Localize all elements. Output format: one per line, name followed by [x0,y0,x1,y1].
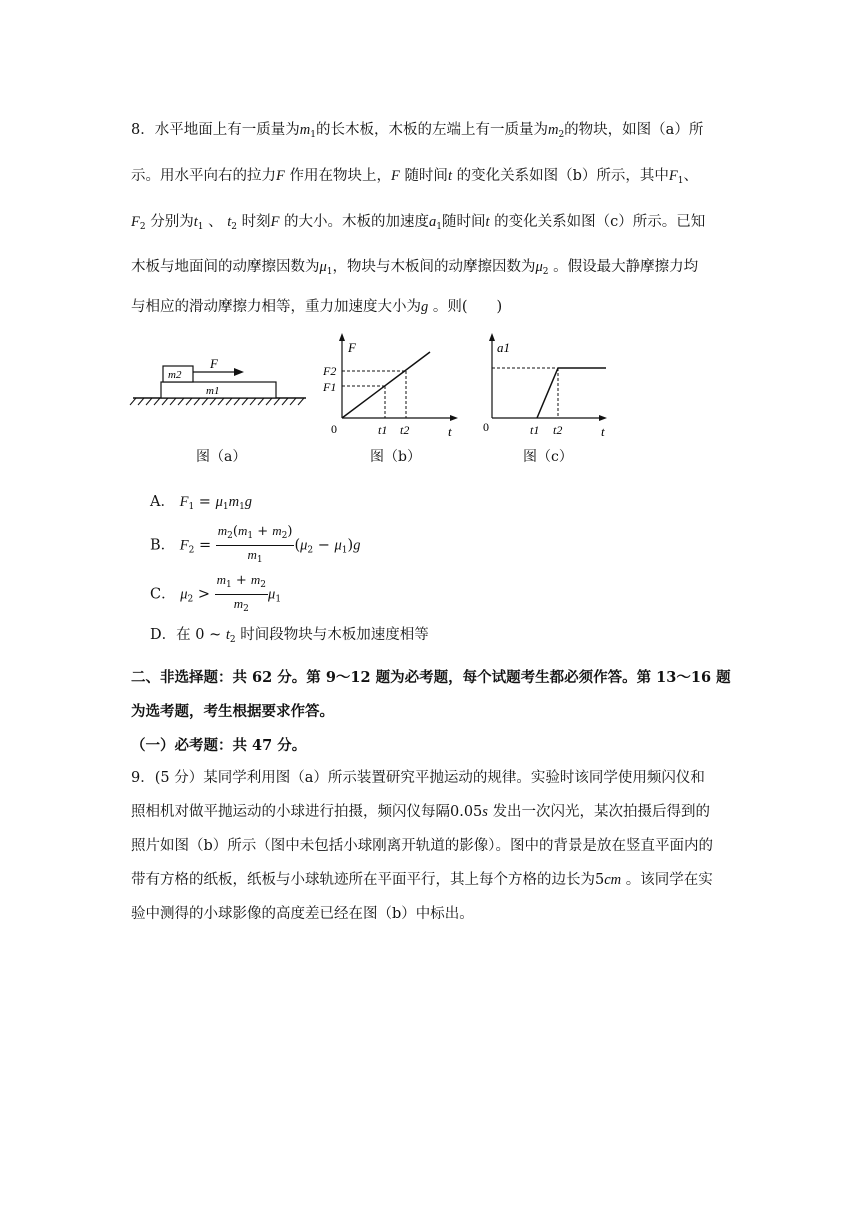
option-d: D．在 0 ~ $t_2$ 时间段物块与木板加速度相等 [150,627,429,645]
b-F2-label: F2 [323,364,337,378]
caption-a: 图（a） [196,449,247,465]
q9-line-2: 照相机对做平抛运动的小球进行拍摄，频闪仪每隔0.05s 发出一次闪光，某次拍摄后得到的 [131,804,711,820]
q9-line-5: 验中测得的小球影像的高度差已经在图（b）中标出。 [131,906,474,922]
option-a: A． $F_1 = \mu_1m_1g$ [150,494,253,512]
caption-b: 图（b） [370,449,421,465]
q8-line-2: 示。用水平向右的拉力F 作用在物块上，F 随时间t 的变化关系如图（b）所示，其中$F_1$、 [131,168,698,186]
b-origin: 0 [331,422,337,436]
c-origin: 0 [483,420,489,434]
b-t1-label: t1 [378,423,388,437]
q9-line-1: 9．(5 分）某同学利用图（a）所示装置研究平抛运动的规律。实验时该同学使用频闪仪和 [131,770,705,786]
c-t1-label: t1 [530,423,540,437]
b-y-axis-label: F [348,340,356,355]
m1-label: m1 [206,385,220,397]
m2-label: m2 [168,369,182,381]
q8-line-5: 与相应的滑动摩擦力相等，重力加速度大小为g 。则( ) [131,299,503,315]
option-c: C． $\mu_2$ > $\frac{m_1 + m_2}{m_2}$ $\mu_1$ [150,572,282,614]
q8-line-3: $F_2$ 分别为$t_1$ 、 $t_2$ 时刻F 的大小。木板的加速度$a_1$随时间t 的变化关系如图（c）所示。已知 [131,214,706,232]
c-x-axis-label: t [601,424,605,439]
section2-line-2: 为选考题，考生根据要求作答。 [131,703,334,720]
b-t2-label: t2 [400,423,410,437]
force-label: F [210,356,218,371]
option-b: B． $F_2$ = $\frac{m_2(m_1 + m_2)}{m_1}$ $(\mu_2 - \mu_1)g$ [150,523,361,565]
caption-c: 图（c） [523,449,573,465]
b-x-axis-label: t [448,424,452,439]
q9-line-3: 照片如图（b）所示（图中未包括小球刚离开轨道的影像）。图中的背景是放在竖直平面内的 [131,838,714,854]
c-y-axis-label: a1 [497,340,510,355]
b-F1-label: F1 [323,380,337,394]
section2-subheading: （一）必考题：共 47 分。 [131,737,307,754]
section2-line-1: 二、非选择题：共 62 分。第 9～12 题为必考题，每个试题考生都必须作答。第 13～16 题 [131,669,731,686]
figure-c [478,330,618,445]
figure-b [318,330,463,445]
q8-line-1: 8．水平地面上有一质量为$m_1$的长木板，木板的左端上有一质量为$m_2$的物块，如图（a）所 [131,122,704,140]
q8-line-4: 木板与地面间的动摩擦因数为$\mu_1$，物块与木板间的动摩擦因数为$\mu_2$ 。假设最大静摩擦力均 [131,259,699,277]
c-t2-label: t2 [553,423,563,437]
q9-line-4: 带有方格的纸板，纸板与小球轨迹所在平面平行，其上每个方格的边长为5cm 。该同学在实 [131,872,713,888]
